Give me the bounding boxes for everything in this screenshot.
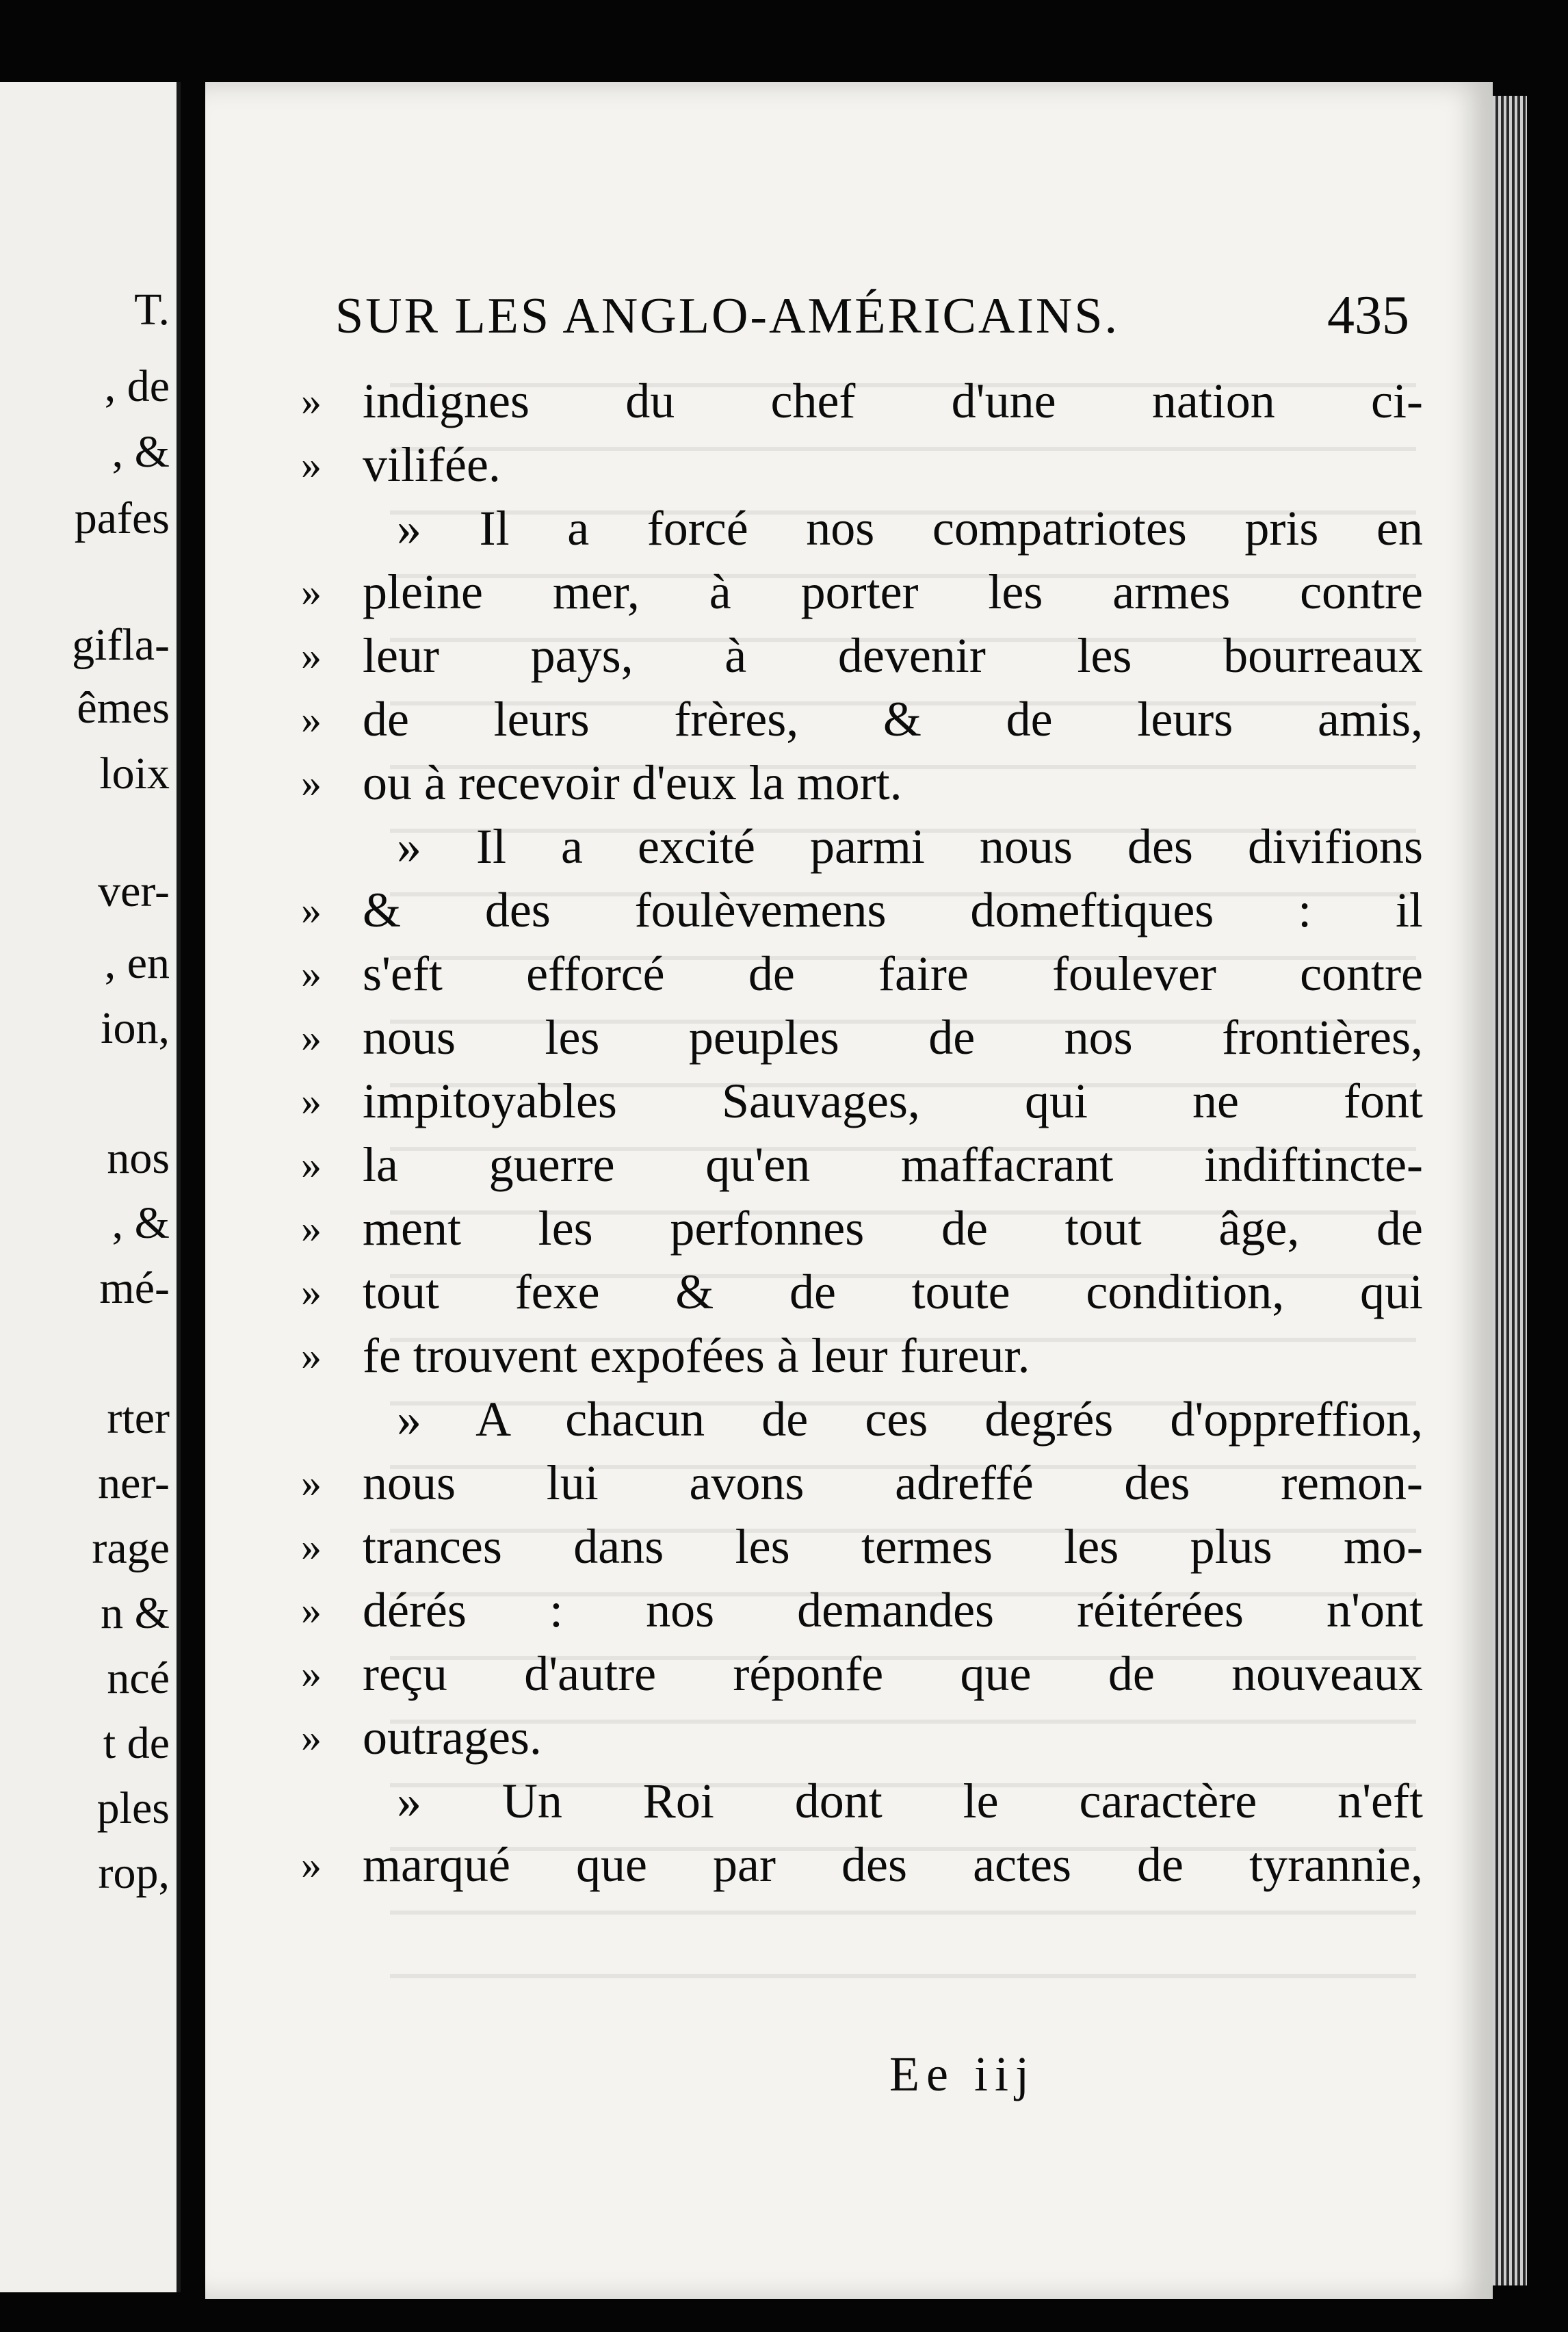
text-line (301, 1324, 1423, 1388)
line-text: ment les perfonnes de tout âge, de (363, 1201, 1423, 1256)
text-line (301, 751, 1423, 815)
quote-mark: » (301, 1460, 322, 1505)
left-page-line: , en (104, 938, 170, 988)
left-page-line: ples (96, 1783, 170, 1833)
left-page-line: mé- (99, 1263, 170, 1313)
line-text: outrages. (363, 1710, 542, 1765)
quote-mark: » (301, 1842, 322, 1887)
line-text: leur pays, à devenir les bourreaux (363, 628, 1423, 683)
left-page-line: gifla- (72, 620, 170, 670)
quote-mark: » (301, 569, 322, 614)
quote-mark: » (301, 1078, 322, 1124)
text-line (301, 1833, 1423, 1897)
left-page-line: , & (112, 427, 170, 477)
line-text: la guerre qu'en maffacrant indiftincte- (363, 1137, 1423, 1192)
left-page-line: loix (99, 749, 170, 799)
text-line (301, 560, 1423, 624)
line-text: » A chacun de ces degrés d'oppreffion, (397, 1392, 1423, 1447)
quote-mark: » (301, 1715, 322, 1760)
text-line (301, 1070, 1423, 1133)
text-line (301, 942, 1423, 1006)
left-page-line: ver- (98, 866, 170, 916)
quote-mark: » (301, 633, 322, 678)
line-text: fe trouvent expofées à leur fureur. (363, 1328, 1030, 1383)
left-page-line: rter (107, 1393, 170, 1443)
text-line (301, 688, 1423, 751)
book-page-edges (1493, 96, 1527, 2285)
line-text: » Il a excité parmi nous des divifions (397, 819, 1423, 874)
quote-mark: » (301, 1524, 322, 1569)
left-page-line: T. (134, 285, 170, 335)
text-line (301, 1006, 1423, 1070)
left-page-line: êmes (77, 683, 170, 733)
line-text: nous lui avons adreffé des remon- (363, 1455, 1423, 1510)
quote-mark: » (301, 951, 322, 996)
text-line (301, 1642, 1423, 1706)
text-line (301, 1451, 1423, 1515)
left-page-line: rop, (98, 1848, 170, 1898)
facing-page-left (0, 82, 181, 2292)
left-page-line: ncé (107, 1653, 170, 1703)
book-page-right (205, 82, 1493, 2299)
left-page-line: rage (92, 1523, 170, 1573)
text-line (301, 1388, 1423, 1451)
text-line (301, 497, 1423, 560)
text-line (301, 1770, 1423, 1833)
line-text: marqué que par des actes de tyrannie, (363, 1837, 1423, 1892)
line-text: dérés : nos demandes réitérées n'ont (363, 1583, 1423, 1637)
text-line (301, 1260, 1423, 1324)
line-text: » Un Roi dont le caractère n'eft (397, 1774, 1423, 1828)
quote-mark: » (301, 1588, 322, 1633)
line-text: ou à recevoir d'eux la mort. (363, 755, 902, 810)
line-text: tout fexe & de toute condition, qui (363, 1265, 1423, 1319)
text-line (301, 1579, 1423, 1642)
quote-mark: » (301, 888, 322, 933)
line-text: trances dans les termes les plus mo- (363, 1519, 1423, 1574)
quote-mark: » (301, 1142, 322, 1187)
left-page-line: nos (107, 1133, 170, 1183)
text-body (301, 370, 1423, 1897)
text-line (301, 370, 1423, 433)
text-line (301, 624, 1423, 688)
quote-mark: » (301, 1269, 322, 1314)
line-text: nous les peuples de nos frontières, (363, 1010, 1423, 1065)
text-line (301, 879, 1423, 942)
line-text: s'eft efforcé de faire foulever contre (363, 946, 1423, 1001)
page-number: 435 (1327, 285, 1409, 346)
page-header (335, 287, 1409, 370)
text-line (301, 433, 1423, 497)
left-page-line: , de (104, 361, 170, 411)
left-page-line: , & (112, 1198, 170, 1248)
quote-mark: » (301, 378, 322, 424)
quote-mark: » (301, 760, 322, 805)
text-line (301, 1515, 1423, 1579)
left-page-line: ion, (101, 1003, 170, 1053)
line-text: & des foulèvemens domeftiques : il (363, 883, 1423, 937)
line-text: de leurs frères, & de leurs amis, (363, 692, 1423, 747)
text-line (301, 1706, 1423, 1770)
left-page-line: n & (101, 1588, 170, 1638)
left-page-line: pafes (74, 493, 170, 543)
quote-mark: » (301, 442, 322, 487)
quote-mark: » (301, 697, 322, 742)
running-title: SUR LES ANGLO-AMÉRICAINS. (335, 288, 1120, 344)
text-line (301, 1133, 1423, 1197)
line-text: vilifée. (363, 437, 501, 492)
text-line (301, 1197, 1423, 1260)
line-text: indignes du chef d'une nation ci- (363, 374, 1423, 428)
quote-mark: » (301, 1015, 322, 1060)
text-line (301, 815, 1423, 879)
line-text: » Il a forcé nos compatriotes pris en (397, 501, 1423, 556)
quote-mark: » (301, 1333, 322, 1378)
left-page-line: ner- (98, 1458, 170, 1508)
line-text: pleine mer, à porter les armes contre (363, 565, 1423, 619)
line-text: impitoyables Sauvages, qui ne font (363, 1074, 1423, 1128)
line-text: reçu d'autre réponfe que de nouveaux (363, 1646, 1423, 1701)
quote-mark: » (301, 1651, 322, 1696)
left-page-line: t de (103, 1718, 170, 1768)
signature-mark: Ee iij (889, 2047, 1036, 2101)
quote-mark: » (301, 1206, 322, 1251)
